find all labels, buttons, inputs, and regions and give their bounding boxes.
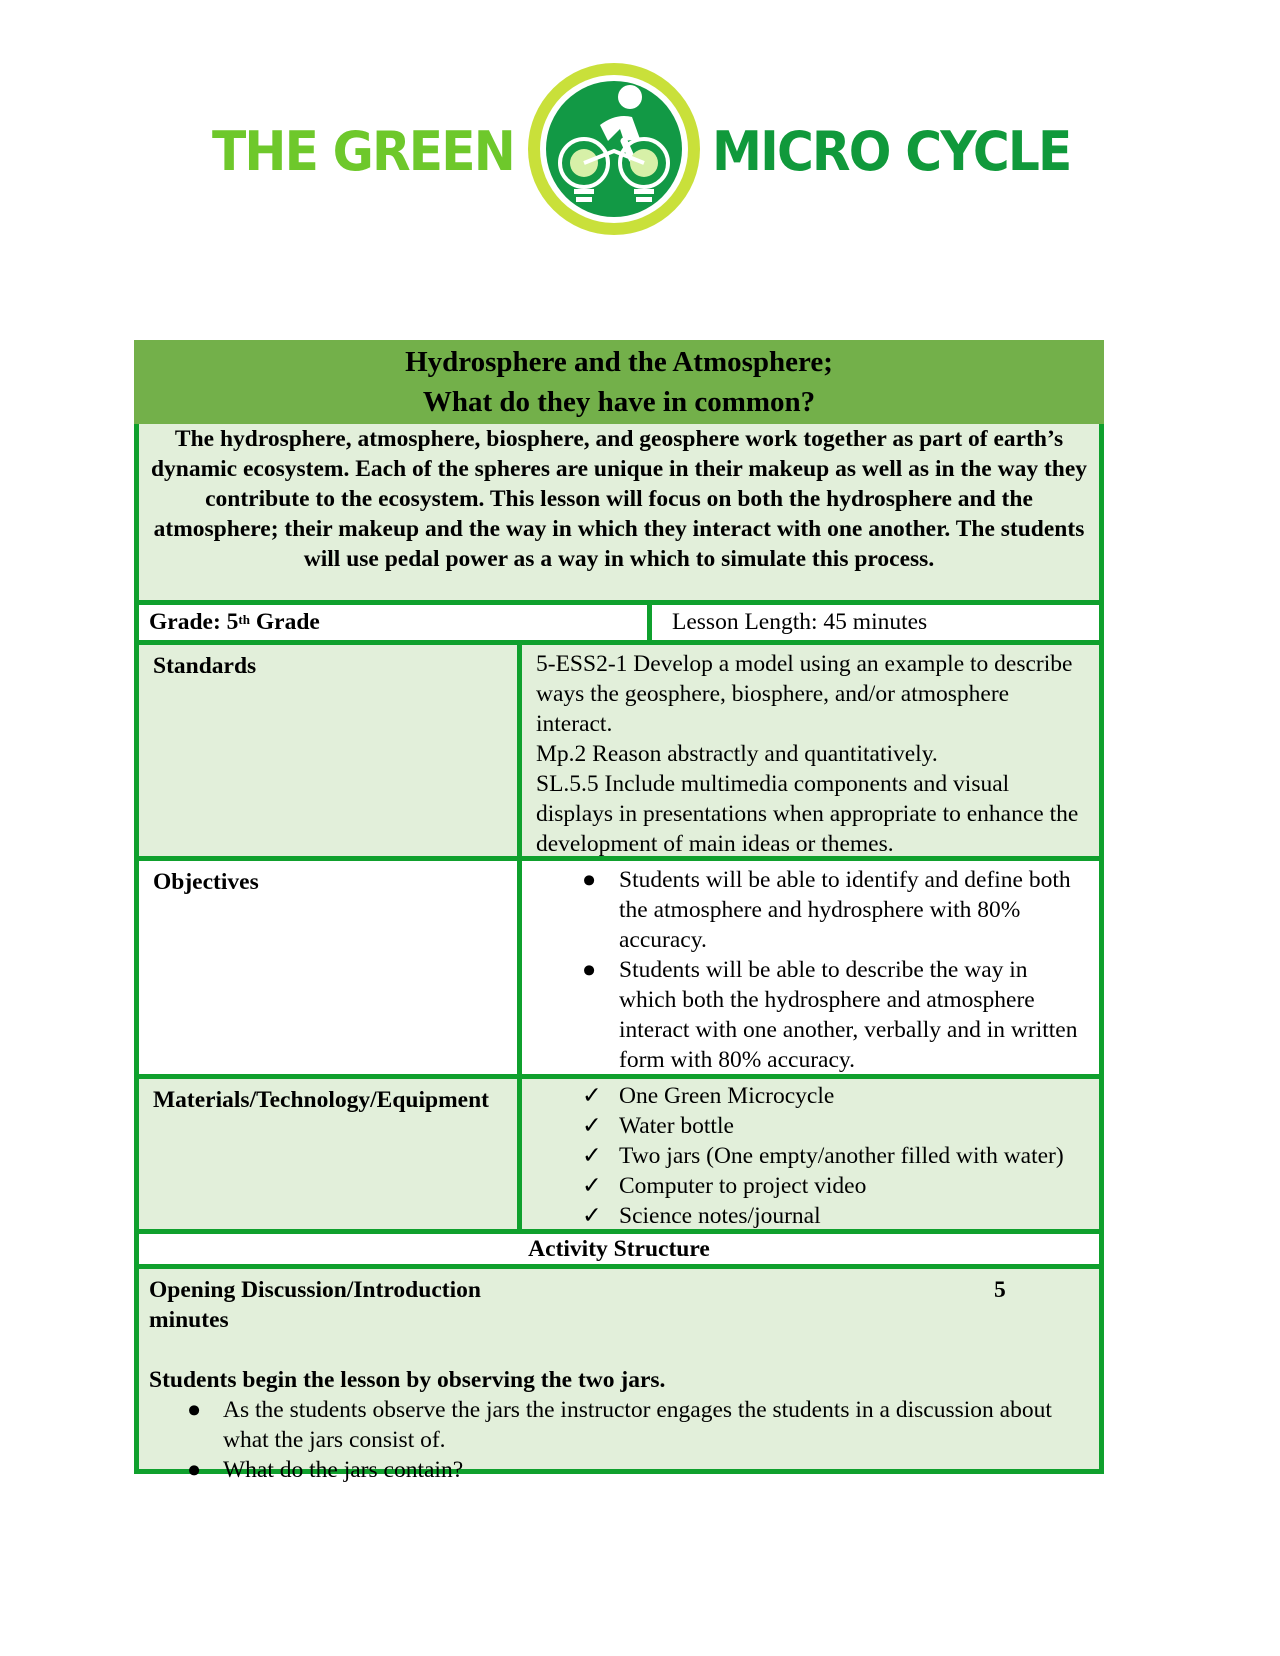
materials-row [139,1074,1099,1229]
grade-suffix: Grade [249,609,320,635]
opening-subheading: Students begin the lesson by observing the two jars. [149,1367,666,1393]
grade-row [139,600,1099,640]
standards-row [139,640,1099,856]
logo-right-word: MICRO CYCLE [712,120,1071,183]
lesson-length: Lesson Length: 45 minutes [652,605,1099,640]
standards-content [522,645,1099,856]
list-item [149,1395,1089,1455]
lesson-title-line1: Hydrosphere and the Atmosphere; [405,346,833,378]
material-text: Two jars (One empty/another filled with water) [619,1143,1064,1169]
activity-structure-row [139,1229,1099,1264]
bullet-icon: ● [187,1397,202,1423]
list-item [536,1111,1085,1141]
opening-heading-minutes: minutes [149,1307,229,1333]
bullet-icon: ● [582,957,597,983]
opening-discussion-cell [139,1269,1099,1483]
checkmark-icon: ✓ [582,1203,602,1229]
objectives-row [139,856,1099,1074]
standard-item: Mp.2 Reason abstractly and quantitatively. [536,741,938,767]
grade-cell [139,605,652,640]
standards-label: Standards [139,645,522,856]
list-item [536,1201,1085,1231]
lesson-plan-table [134,340,1104,1483]
checkmark-icon: ✓ [582,1173,602,1199]
opening-item-text: What do the jars contain? [223,1457,464,1483]
objective-text: Students will be able to identify and define both the atmosphere and hydrosphere with 80% accuracy. [619,867,1071,953]
bullet-icon: ● [582,867,597,893]
list-item [536,955,1085,1075]
lesson-title [134,340,1104,424]
list-item [536,1171,1085,1201]
materials-content [522,1079,1099,1229]
material-text: Water bottle [619,1113,734,1139]
cyclist-lightbulb-icon [528,55,700,243]
objectives-label: Objectives [139,861,522,1074]
opening-minutes-value: 5 [994,1277,1006,1303]
material-text: Computer to project video [619,1173,867,1199]
logo-left-word: THE GREEN [212,120,514,183]
standard-item: SL.5.5 Include multimedia components and visual displays in presentations when appropriate to enhance the development of main ideas or themes. [536,771,1079,857]
logo [0,55,1280,245]
checkmark-icon: ✓ [582,1143,602,1169]
material-text: One Green Microcycle [619,1083,835,1109]
opening-list [149,1395,1089,1485]
list-item [149,1455,1089,1485]
lesson-title-line2: What do they have in common? [422,386,816,418]
objectives-list [536,865,1085,1075]
opening-discussion-row [139,1264,1099,1483]
checkmark-icon: ✓ [582,1113,602,1139]
grade-label: Grade: 5 [149,609,239,635]
lesson-body [134,424,1104,1483]
activity-structure-heading: Activity Structure [528,1236,710,1262]
materials-list [536,1081,1085,1231]
material-text: Science notes/journal [619,1203,821,1229]
objectives-content [522,861,1099,1074]
opening-item-text: As the students observe the jars the instructor engages the students in a discussion about what the jars consist of. [223,1397,1052,1453]
standard-item: 5-ESS2-1 Develop a model using an example to describe ways the geosphere, biosphere, and/or atmosphere interact. [536,651,1073,737]
grade-superscript: th [238,612,250,627]
opening-heading: Opening Discussion/Introduction [149,1277,481,1303]
materials-label: Materials/Technology/Equipment [139,1079,522,1229]
checkmark-icon: ✓ [582,1083,602,1109]
list-item [536,1141,1085,1171]
bullet-icon: ● [187,1457,202,1483]
list-item [536,865,1085,955]
lesson-intro: The hydrosphere, atmosphere, biosphere, and geosphere work together as part of earth’s dynamic ecosystem. Each of the spheres are unique in their makeup as well as in the way they contribute to the ecosystem. This lesson will focus on both the hydrosphere and the atmosphere; their makeup and the way in which they interact with one another. The students will use pedal power as a way in which to simulate this process. [139,424,1099,600]
objective-text: Students will be able to describe the way in which both the hydrosphere and atmosphere interact with one another, verbally and in written form with 80% accuracy. [619,957,1078,1073]
list-item [536,1081,1085,1111]
